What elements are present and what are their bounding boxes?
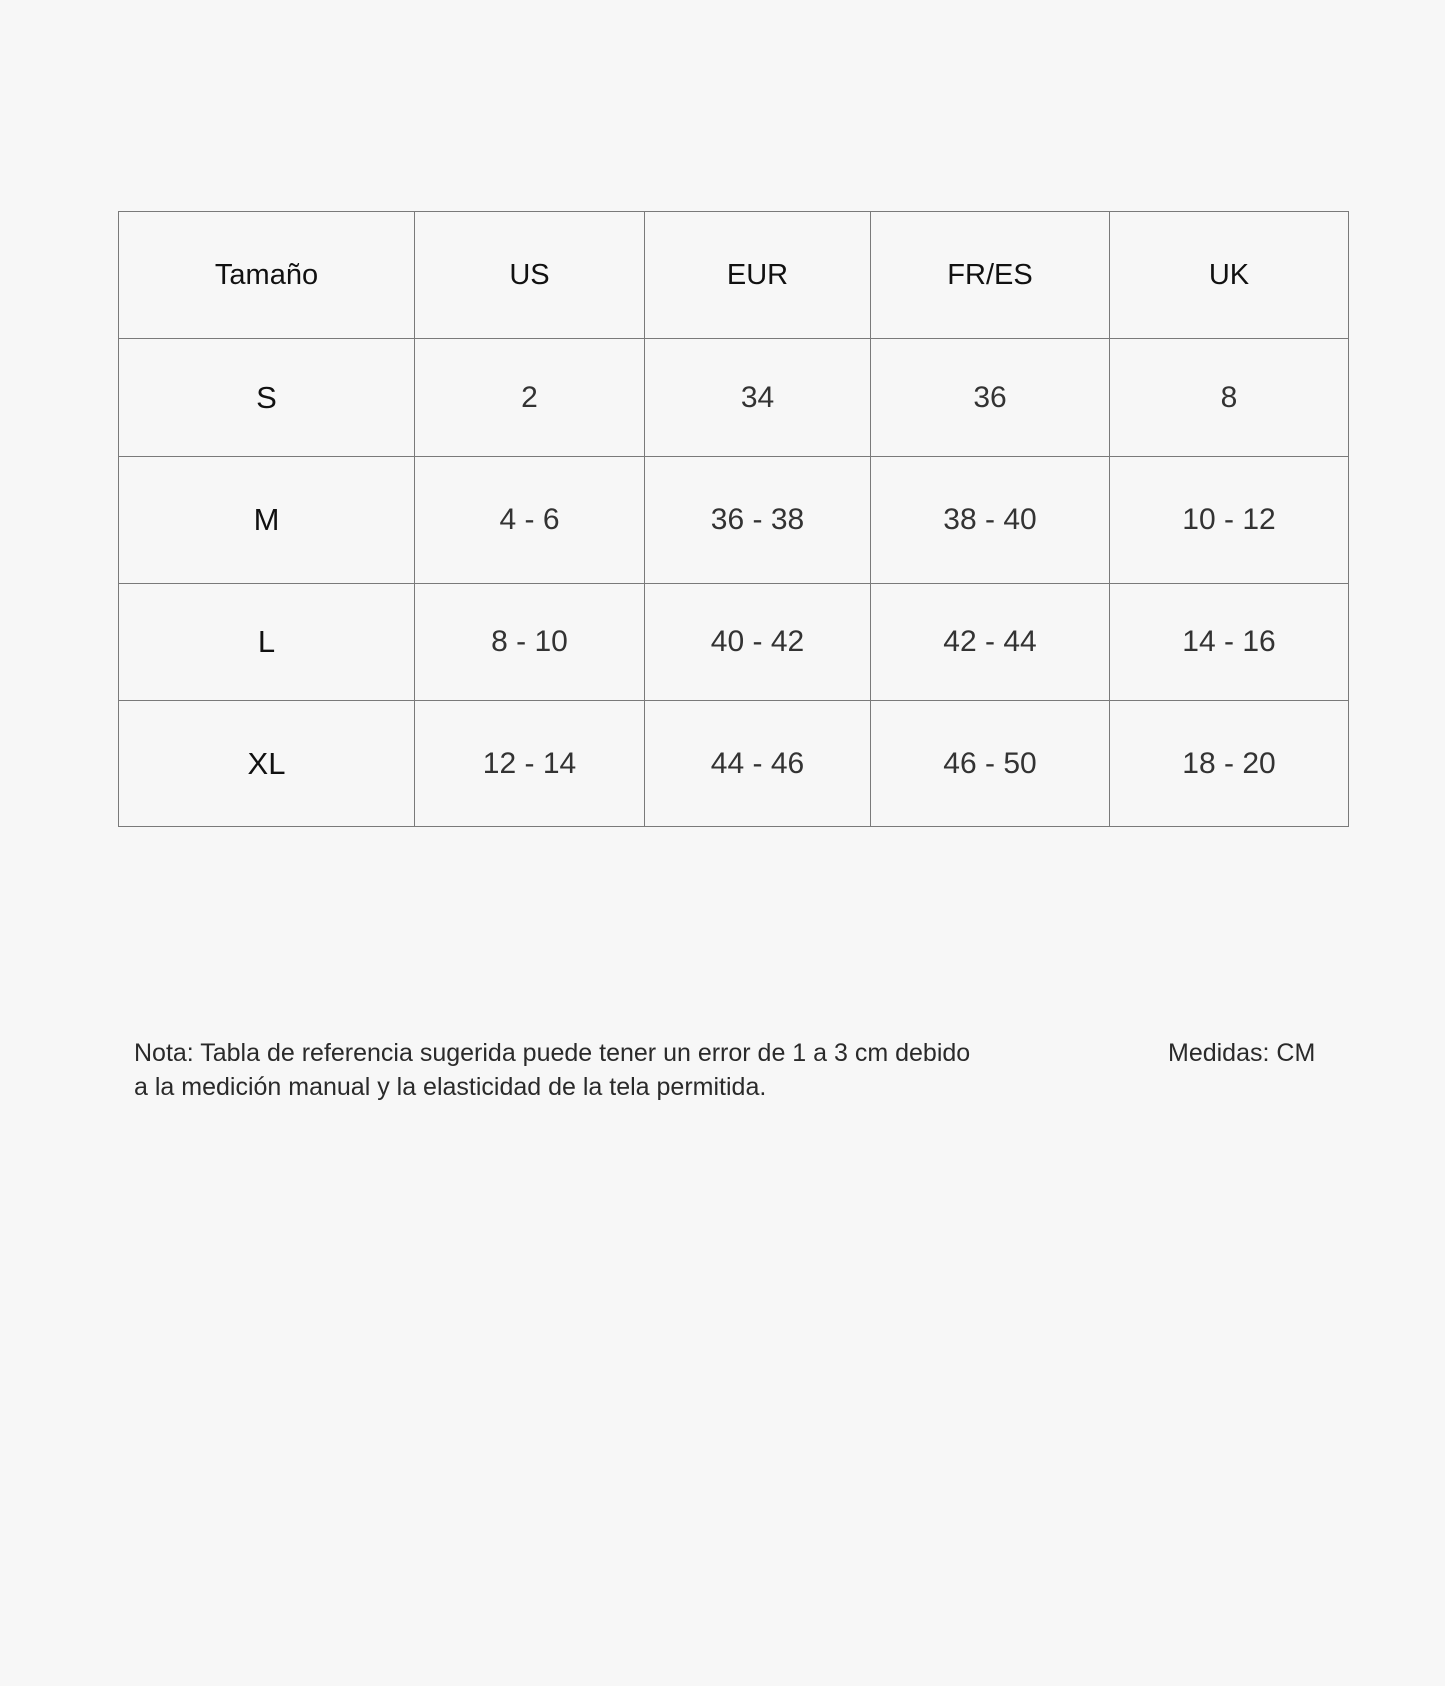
- uk-cell: 14 - 16: [1110, 584, 1349, 701]
- size-cell: L: [119, 584, 415, 701]
- eur-cell: 34: [645, 339, 871, 457]
- table-row: [119, 584, 1349, 701]
- size-cell: S: [119, 339, 415, 457]
- table-row: [119, 457, 1349, 584]
- us-cell: 2: [415, 339, 645, 457]
- size-chart-table: [118, 211, 1349, 827]
- size-cell: M: [119, 457, 415, 584]
- fr-es-cell: 38 - 40: [871, 457, 1110, 584]
- uk-cell: 10 - 12: [1110, 457, 1349, 584]
- header-size: Tamaño: [119, 212, 415, 339]
- us-cell: 8 - 10: [415, 584, 645, 701]
- fr-es-cell: 42 - 44: [871, 584, 1110, 701]
- uk-cell: 18 - 20: [1110, 701, 1349, 827]
- uk-cell: 8: [1110, 339, 1349, 457]
- eur-cell: 40 - 42: [645, 584, 871, 701]
- table-header-row: [119, 212, 1349, 339]
- size-cell: XL: [119, 701, 415, 827]
- header-fr-es: FR/ES: [871, 212, 1110, 339]
- table-row: [119, 339, 1349, 457]
- reference-note: [134, 1036, 1014, 1104]
- fr-es-cell: 36: [871, 339, 1110, 457]
- eur-cell: 44 - 46: [645, 701, 871, 827]
- eur-cell: 36 - 38: [645, 457, 871, 584]
- us-cell: 4 - 6: [415, 457, 645, 584]
- fr-es-cell: 46 - 50: [871, 701, 1110, 827]
- us-cell: 12 - 14: [415, 701, 645, 827]
- table-row: [119, 701, 1349, 827]
- units-label: Medidas: CM: [1168, 1039, 1316, 1067]
- note-line-2: a la medición manual y la elasticidad de la tela permitida.: [134, 1073, 767, 1101]
- note-line-1: Nota: Tabla de referencia sugerida puede tener un error de 1 a 3 cm debido: [134, 1039, 971, 1067]
- header-us: US: [415, 212, 645, 339]
- header-uk: UK: [1110, 212, 1349, 339]
- header-eur: EUR: [645, 212, 871, 339]
